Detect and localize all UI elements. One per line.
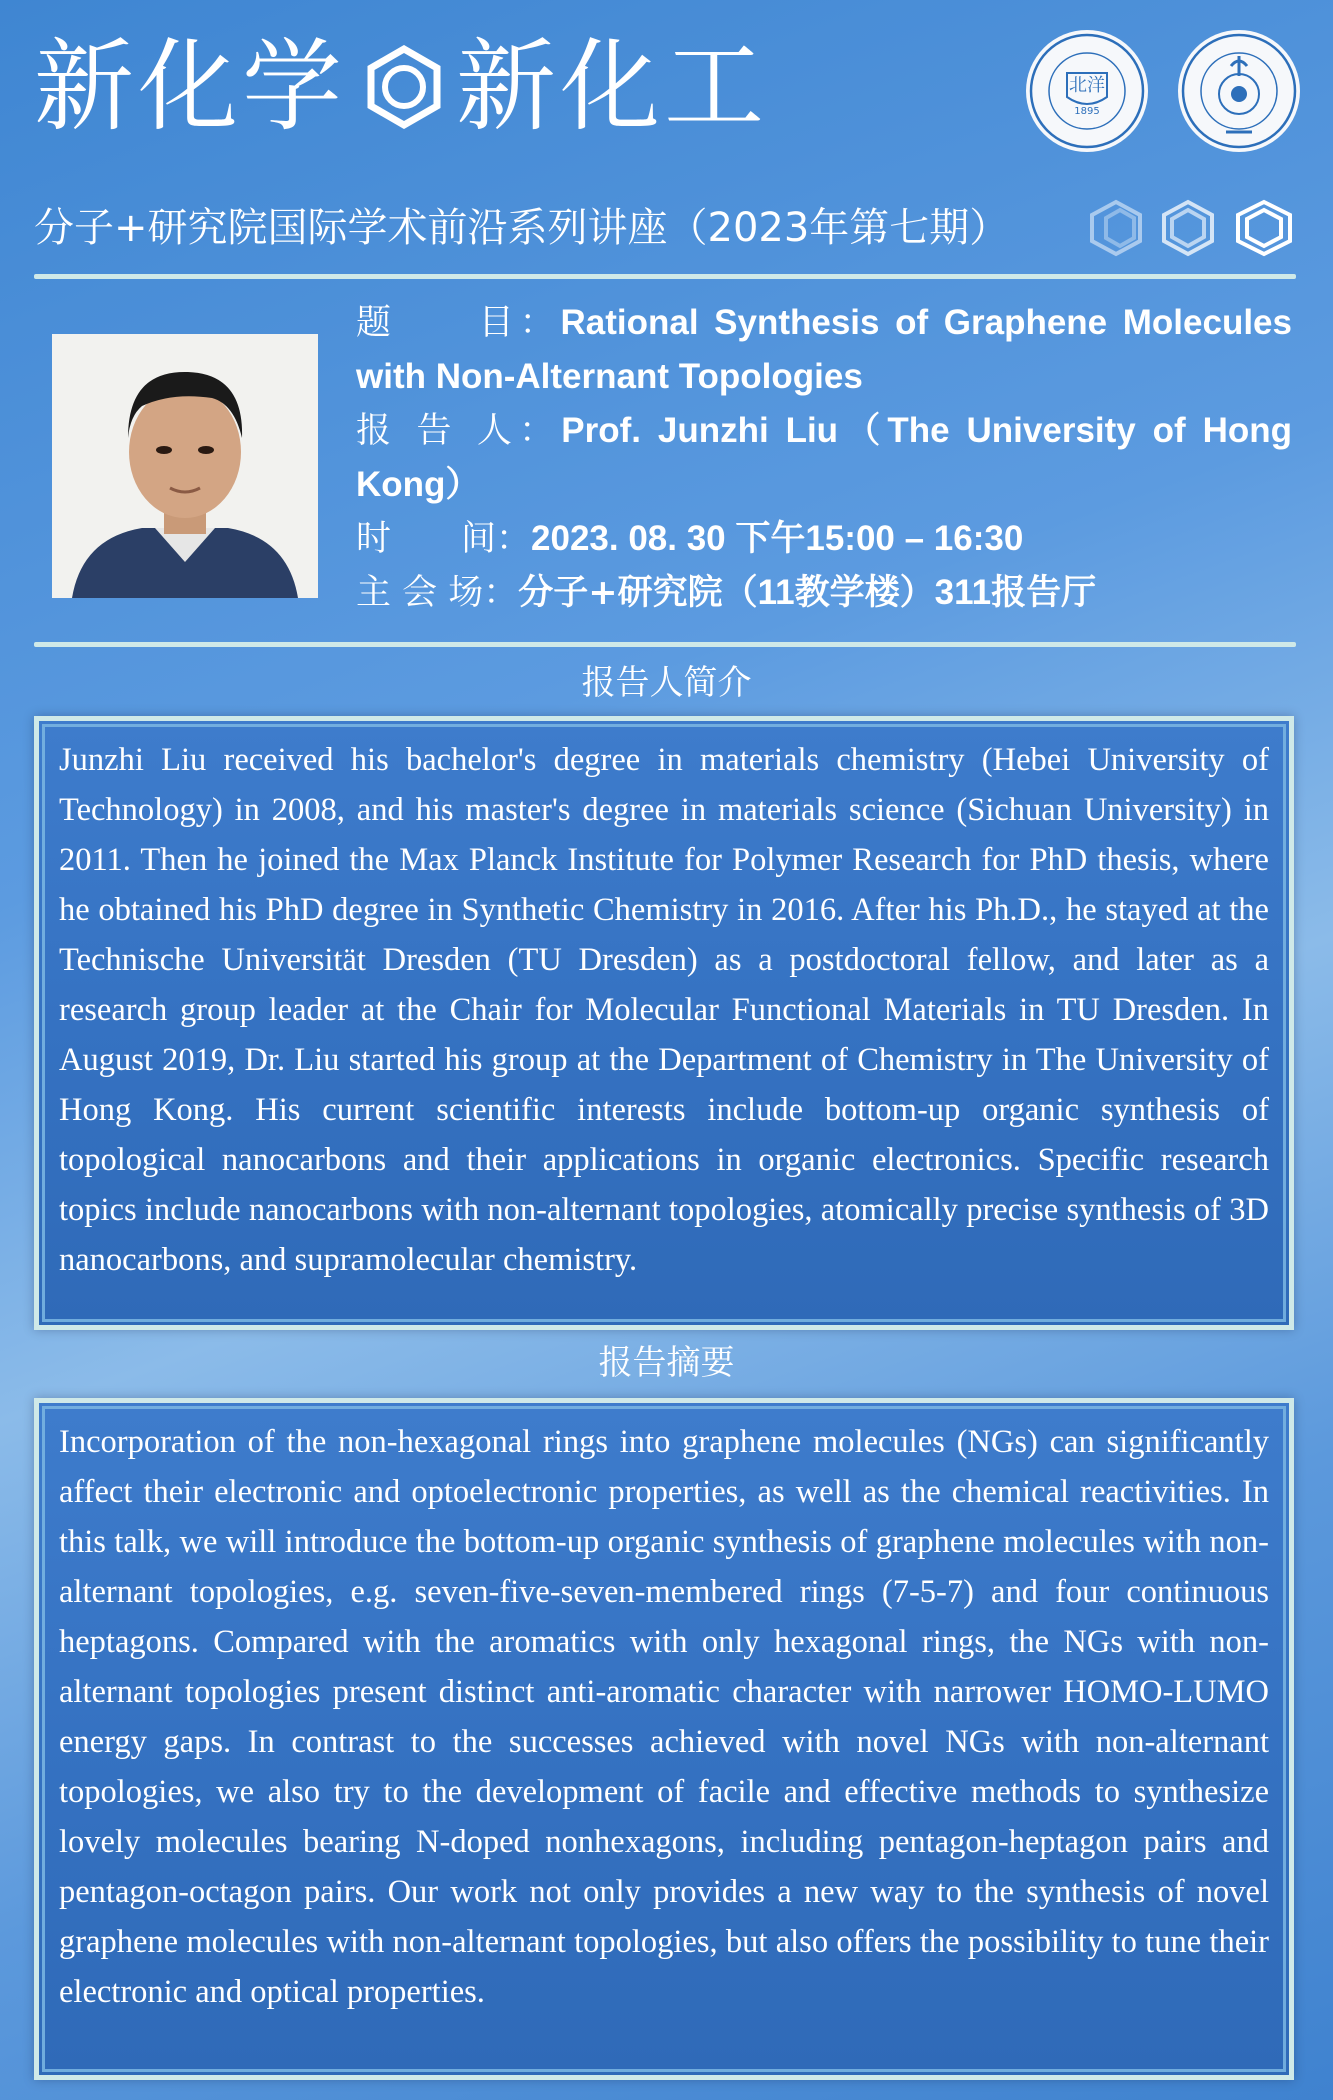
institute-molecular-plus-seal-icon — [1176, 28, 1302, 154]
tianjin-university-seal-icon — [1024, 28, 1150, 154]
main-title — [34, 20, 768, 145]
speaker-portrait-icon — [52, 334, 318, 598]
venue-part-3: 教学楼） — [794, 573, 935, 613]
title-left: 新化学 — [34, 27, 346, 145]
time-row — [356, 512, 1292, 566]
venue-part-2: 11 — [757, 573, 795, 612]
lecture-title: Rational Synthesis of Graphene Molecules with Non-Alternant Topologies — [356, 303, 1292, 396]
bio-panel — [34, 716, 1294, 1330]
bio-heading: 报告人简介 — [581, 663, 752, 703]
lecture-date: 2023. 08. 30 — [531, 519, 736, 558]
venue-part-5: 报告厅 — [991, 573, 1097, 613]
venue-part-1: 分子+研究院（ — [518, 573, 758, 613]
hexagon-ring-icon — [362, 45, 446, 129]
title-label: 题 目： — [356, 303, 561, 343]
venue-part-4: 311 — [934, 573, 992, 612]
venue-row — [356, 566, 1292, 620]
lecture-time-range: 15:00 – 16:30 — [805, 519, 1024, 558]
abstract-panel — [34, 1398, 1294, 2080]
time-label: 时 间： — [356, 519, 532, 559]
hexagon-decoration-icon — [1086, 196, 1306, 260]
abstract-text: Incorporation of the non-hexagonal rings into graphene molecules (NGs) can significantly affect their electronic and optoelectronic properties, as well as the chemical reactivities. In this talk, we will introduce the bottom-up organic synthesis of graphene molecules with non-alternant topologies, e.g. seven-five-seven-membered rings (7-5-7) and four continuous heptagons. Compared with the aromatics with only hexagonal rings, the NGs with non-alternant topologies present distinct anti-aromatic character with narrower HOMO-LUMO energy gaps. In contrast to the successes achieved with novel NGs with non-alternant topologies, we also try to the development of facile and effective methods to synthesize lovely molecules bearing N-doped nonhexagons, including pentagon-heptagon pairs and pentagon-octagon pairs. Our work not only provides a new way to the synthesis of novel graphene molecules with non-alternant topologies, but also offers the possibility to tune their electronic and optical properties. — [59, 1424, 1269, 2010]
lecture-title-row — [356, 296, 1292, 404]
speaker-name: Prof. Junzhi Liu（The University of Hong Kong） — [356, 411, 1292, 504]
abstract-heading: 报告摘要 — [598, 1343, 735, 1383]
speaker-photo — [52, 334, 318, 598]
speaker-label: 报 告 人： — [356, 411, 562, 451]
venue-label: 主 会 场： — [356, 573, 519, 613]
series-subtitle: 分子+研究院国际学术前沿系列讲座（2023年第七期） — [34, 205, 1010, 251]
lecture-afternoon: 下午 — [735, 519, 806, 559]
svg-text:北洋: 北洋 — [1069, 75, 1105, 96]
title-right: 新化工 — [456, 27, 768, 145]
bio-text: Junzhi Liu received his bachelor's degree in materials chemistry (Hebei University of Technology) in 2008, and his master's degree in materials science (Sichuan University) in 2011. Then he joined the Max Planck Institute for Polymer Research for PhD thesis, where he obtained his PhD degree in Synthetic Chemistry in 2016. After his Ph.D., he stayed at the Technische Universität Dresden (TU Dresden) as a postdoctoral fellow, and later as a research group leader at the Chair for Molecular Functional Materials in TU Dresden. In August 2019, Dr. Liu started his group at the Department of Chemistry in The University of Hong Kong. His current scientific interests include bottom-up organic synthesis of topological nanocarbons and their applications in organic electronics. Specific research topics include nanocarbons with non-alternant topologies, atomically precise synthesis of 3D nanocarbons, and supramolecular chemistry. — [59, 742, 1269, 1278]
info-divider — [34, 642, 1296, 647]
header-divider — [34, 274, 1296, 279]
svg-text:1895: 1895 — [1074, 106, 1100, 117]
speaker-row — [356, 404, 1292, 512]
